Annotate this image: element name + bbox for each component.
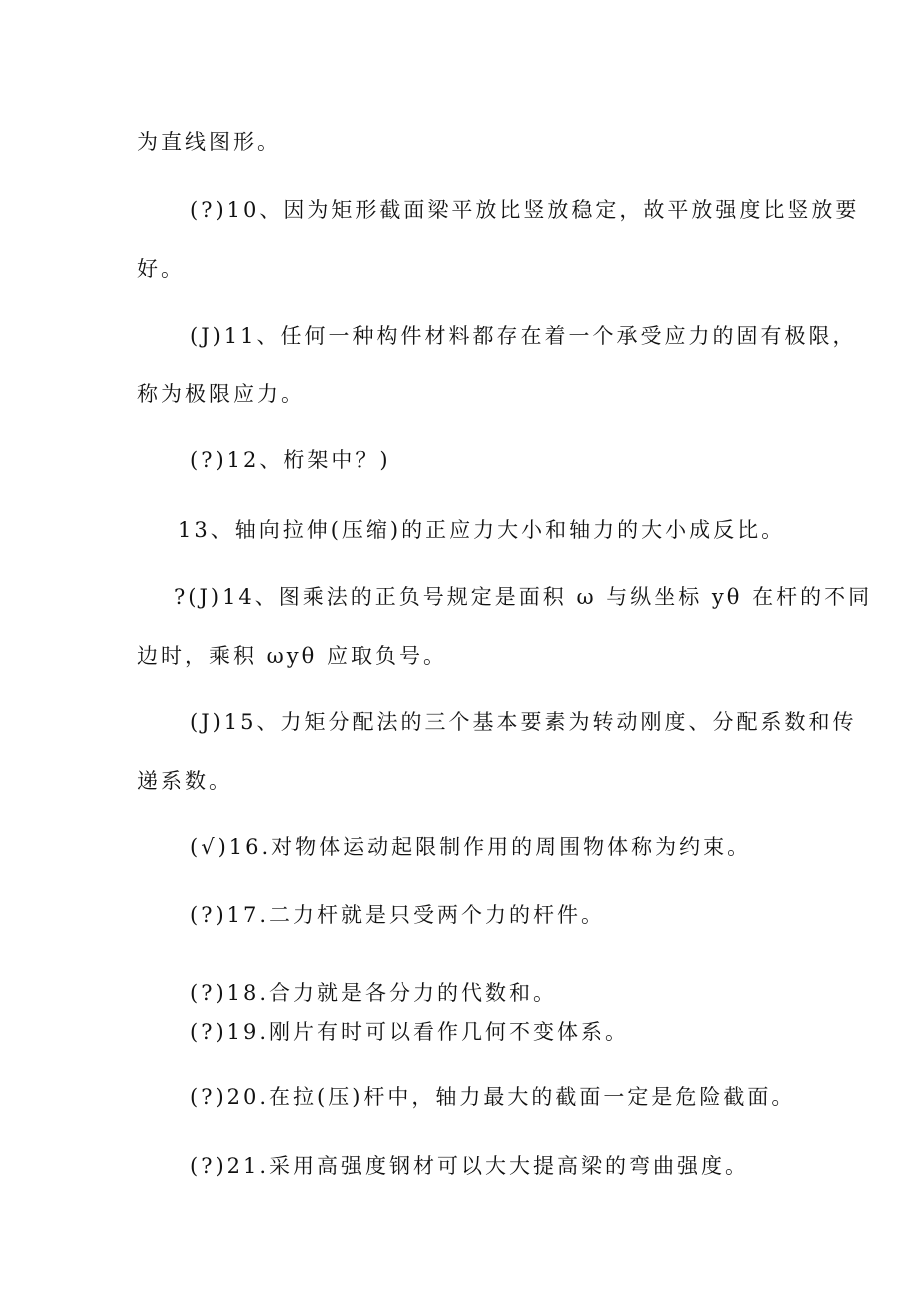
text-line-item-18: (?)18.合力就是各分力的代数和。 <box>190 981 558 1005</box>
text-line-item-14: ?(J)14、图乘法的正负号规定是面积 ω 与纵坐标 yθ 在杆的不同 <box>174 585 873 609</box>
text-line-item-12: (?)12、桁架中？) <box>190 448 391 472</box>
text-line-item-10: (?)10、因为矩形截面梁平放比竖放稳定，故平放强度比竖放要 <box>190 198 860 222</box>
text-line-item-15: (J)15、力矩分配法的三个基本要素为转动刚度、分配系数和传 <box>190 710 857 734</box>
text-line-item-13: 13、轴向拉伸(压缩)的正应力大小和轴力的大小成反比。 <box>178 518 786 542</box>
text-line-item-15-cont: 递系数。 <box>137 769 233 793</box>
text-line-item-20: (?)20.在拉(压)杆中，轴力最大的截面一定是危险截面。 <box>190 1085 796 1109</box>
text-line-item-17: (?)17.二力杆就是只受两个力的杆件。 <box>190 903 606 927</box>
text-line-continuation-9: 为直线图形。 <box>137 130 281 154</box>
text-line-item-11-cont: 称为极限应力。 <box>137 382 305 406</box>
text-line-item-21: (?)21.采用高强度钢材可以大大提高梁的弯曲强度。 <box>190 1154 750 1178</box>
text-line-item-19: (?)19.刚片有时可以看作几何不变体系。 <box>190 1020 630 1044</box>
text-line-item-11: (J)11、任何一种构件材料都存在着一个承受应力的固有极限， <box>190 324 857 348</box>
text-line-item-10-cont: 好。 <box>137 257 185 281</box>
text-line-item-14-cont: 边时，乘积 ωyθ 应取负号。 <box>137 644 447 668</box>
text-line-item-16: (√)16.对物体运动起限制作用的周围物体称为约束。 <box>190 835 752 859</box>
